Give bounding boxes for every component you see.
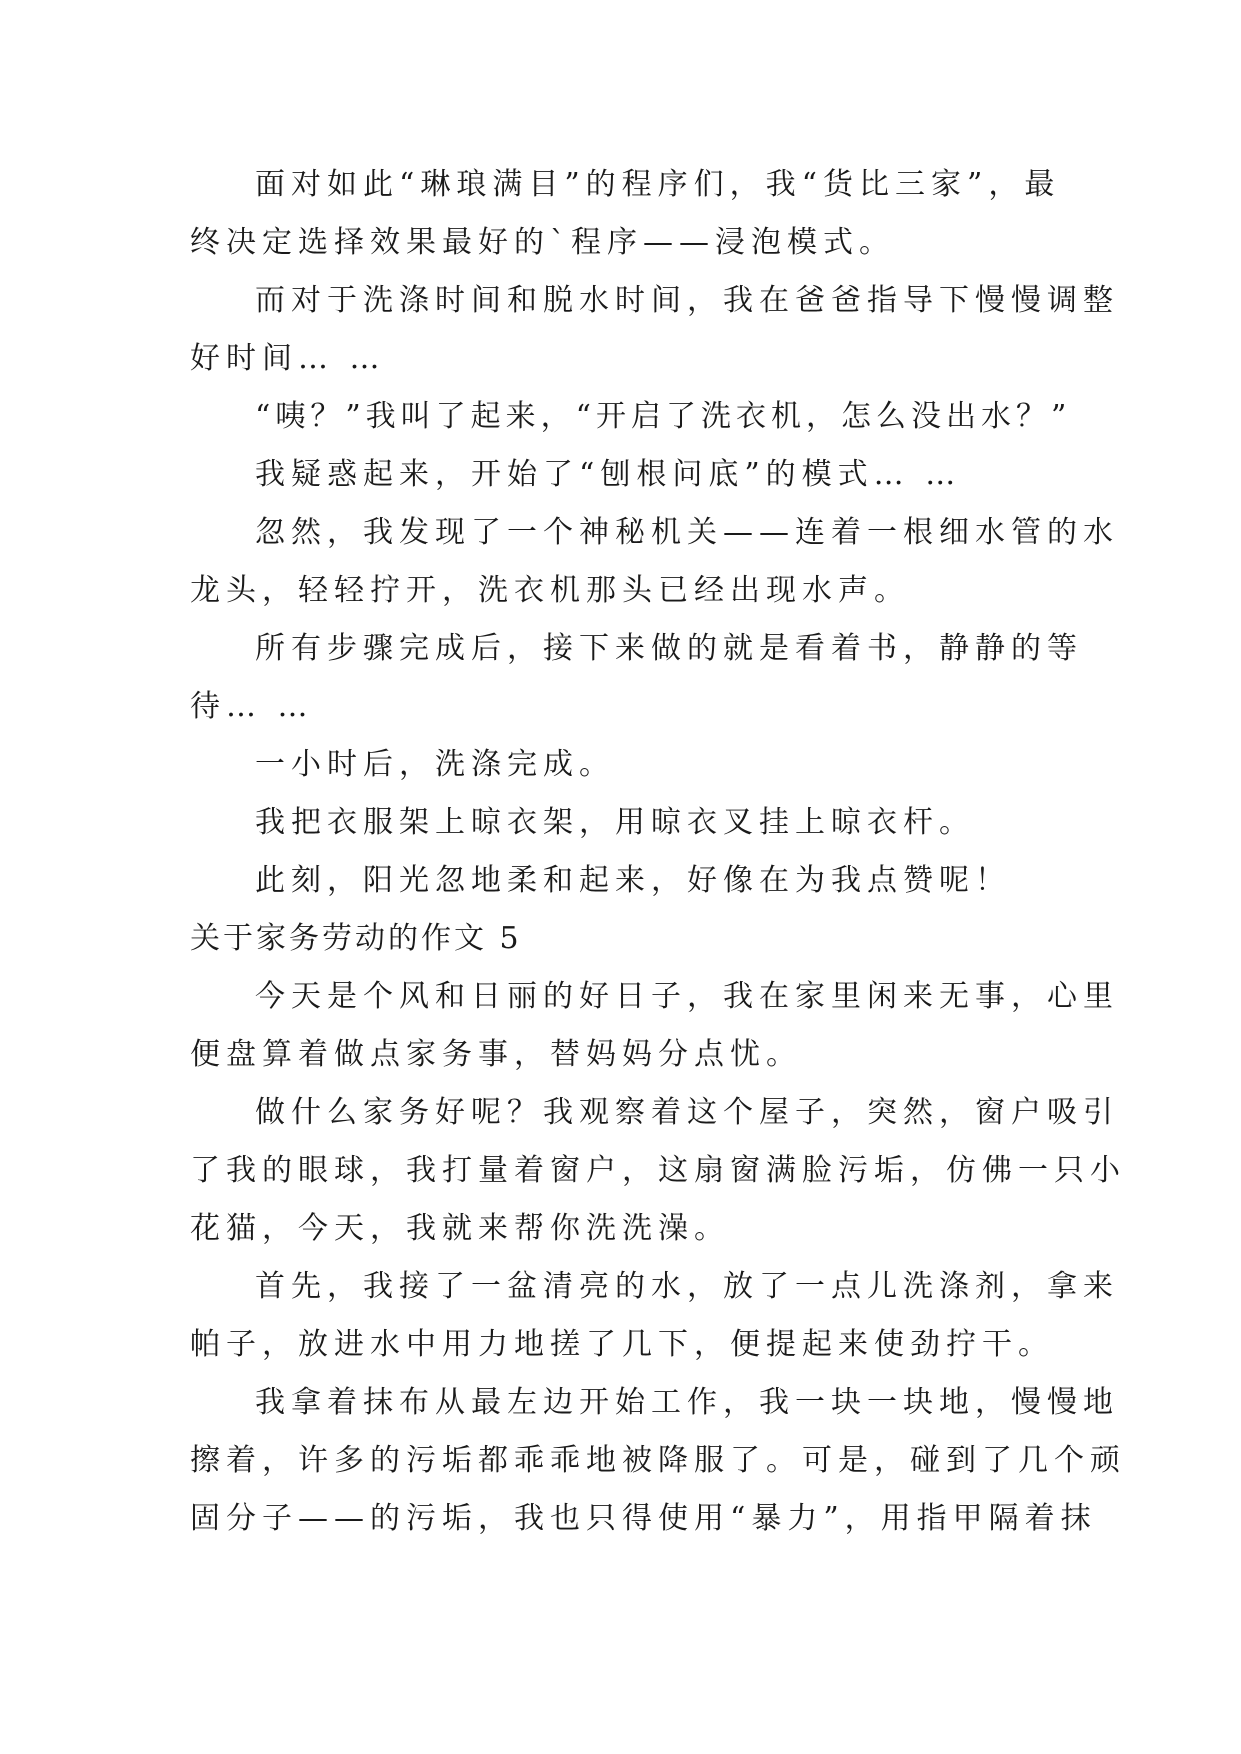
paragraph-line: “咦？”我叫了起来，“开启了洗衣机，怎么没出水？” — [255, 399, 1072, 434]
paragraph-line: 固分子——的污垢，我也只得使用“暴力”，用指甲隔着抹 — [190, 1501, 1097, 1536]
paragraph-line: 此刻，阳光忽地柔和起来，好像在为我点赞呢！ — [255, 863, 1011, 898]
paragraph-line: 做什么家务好呢？我观察着这个屋子，突然，窗户吸引 — [255, 1095, 1119, 1130]
paragraph-line: 忽然，我发现了一个神秘机关——连着一根细水管的水 — [255, 515, 1119, 550]
paragraph-line: 今天是个风和日丽的好日子，我在家里闲来无事，心里 — [255, 979, 1119, 1014]
paragraph-line: 擦着，许多的污垢都乖乖地被降服了。可是，碰到了几个顽 — [190, 1443, 1126, 1478]
paragraph-line: 便盘算着做点家务事，替妈妈分点忧。 — [190, 1037, 802, 1072]
paragraph-line: 待… … — [190, 689, 314, 724]
paragraph-line: 所有步骤完成后，接下来做的就是看着书，静静的等 — [255, 631, 1083, 666]
paragraph-line: 面对如此“琳琅满目”的程序们，我“货比三家”，最 — [255, 167, 1061, 202]
essay-heading: 关于家务劳动的作文 5 — [190, 921, 522, 956]
paragraph-line: 花猫，今天，我就来帮你洗洗澡。 — [190, 1211, 730, 1246]
paragraph-line: 而对于洗涤时间和脱水时间，我在爸爸指导下慢慢调整 — [255, 283, 1119, 318]
paragraph-line: 一小时后，洗涤完成。 — [255, 747, 615, 782]
paragraph-line: 我把衣服架上晾衣架，用晾衣叉挂上晾衣杆。 — [255, 805, 975, 840]
paragraph-line: 我疑惑起来，开始了“刨根问底”的模式… … — [255, 457, 962, 492]
paragraph-line: 了我的眼球，我打量着窗户，这扇窗满脸污垢，仿佛一只小 — [190, 1153, 1126, 1188]
paragraph-line: 首先，我接了一盆清亮的水，放了一点儿洗涤剂，拿来 — [255, 1269, 1119, 1304]
paragraph-line: 好时间… … — [190, 341, 386, 376]
paragraph-line: 我拿着抹布从最左边开始工作，我一块一块地，慢慢地 — [255, 1385, 1119, 1420]
paragraph-line: 龙头，轻轻拧开，洗衣机那头已经出现水声。 — [190, 573, 910, 608]
paragraph-line: 帕子，放进水中用力地搓了几下，便提起来使劲拧干。 — [190, 1327, 1054, 1362]
paragraph-line: 终决定选择效果最好的`程序——浸泡模式。 — [190, 225, 895, 260]
